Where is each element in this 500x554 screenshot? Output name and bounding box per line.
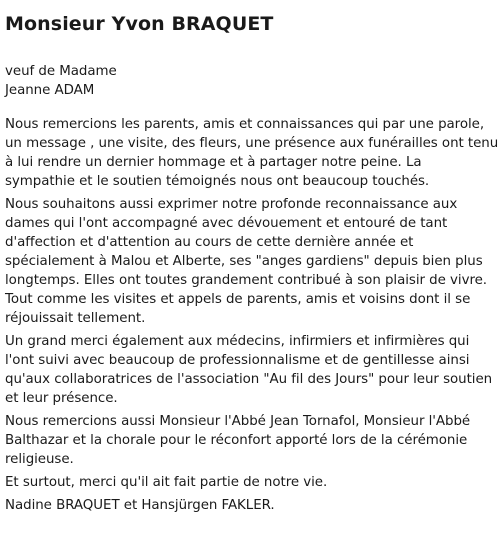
text-line: religieuse. (5, 452, 74, 467)
text-line: qu'aux collaboratrices de l'association "Au fil des Jours" pour leur soutien (5, 372, 493, 387)
paragraph-closing (5, 473, 497, 492)
text-line: Tout comme les visites et appels de parents, amis et voisins dont il se (5, 292, 471, 307)
intro-block (5, 62, 497, 100)
text-line: longtemps. Elles ont toutes grandement contribué à son plaisir de vivre. (5, 273, 487, 288)
text-line: réjouissait tellement. (5, 311, 146, 326)
text-line: et leur présence. (5, 391, 118, 406)
intro-line: veuf de Madame (5, 64, 117, 79)
paragraph-gratitude (5, 195, 497, 328)
paragraph-medical (5, 332, 497, 408)
intro-line: Jeanne ADAM (5, 83, 95, 98)
text-line: Et surtout, merci qu'il ait fait partie de notre vie. (5, 475, 328, 490)
text-line: Nous remercions les parents, amis et connaissances qui par une parole, (5, 117, 485, 132)
notice-body (5, 62, 497, 515)
text-line: Nous remercions aussi Monsieur l'Abbé Jean Tornafol, Monsieur l'Abbé (5, 414, 471, 429)
text-line: dames qui l'ont accompagné avec dévouement et entouré de tant (5, 216, 448, 231)
text-line: un message , une visite, des fleurs, une présence aux funérailles ont tenu (5, 136, 499, 151)
text-line: Un grand merci également aux médecins, infirmiers et infirmières qui (5, 334, 470, 349)
paragraph-thanks (5, 115, 497, 191)
text-line: à lui rendre un dernier hommage et à partager notre peine. La (5, 155, 422, 170)
signature-line: Nadine BRAQUET et Hansjürgen FAKLER. (5, 498, 275, 513)
text-line: Balthazar et la chorale pour le réconfort apporté lors de la cérémonie (5, 433, 468, 448)
signature (5, 496, 497, 515)
text-line: d'affection et d'attention au cours de cette dernière année et (5, 235, 414, 250)
text-line: sympathie et le soutien témoignés nous ont beaucoup touchés. (5, 174, 430, 189)
text-line: l'ont suivi avec beaucoup de professionnalisme et de gentillesse ainsi (5, 353, 470, 368)
page-title: Monsieur Yvon BRAQUET (5, 13, 274, 35)
paragraph-clergy (5, 412, 497, 469)
text-line: spécialement à Malou et Alberte, ses "anges gardiens" depuis bien plus (5, 254, 483, 269)
text-line: Nous souhaitons aussi exprimer notre profonde reconnaissance aux (5, 197, 458, 212)
